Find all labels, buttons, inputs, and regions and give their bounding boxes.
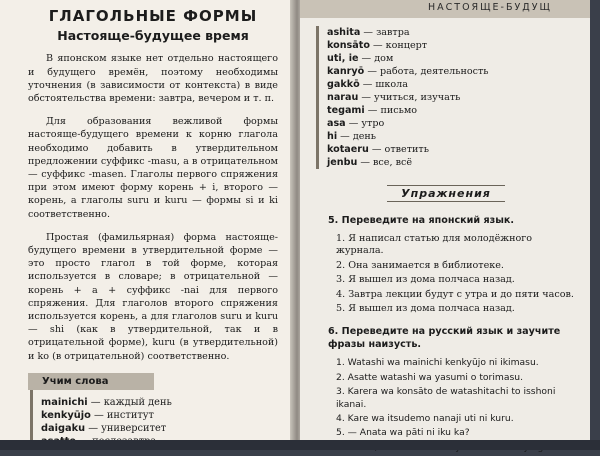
word-item: mainichi — каждый день (41, 396, 172, 408)
task-6-sentence: 2. Asatte watashi wa yasumi o torimasu. (336, 371, 523, 383)
word-jp: kenkyūjo (41, 409, 91, 421)
task-6-sentence: 3. Karera wa konsāto de watashitachi to isshoni ikanai. (336, 386, 556, 410)
word-item: daigaku — университет (41, 422, 167, 434)
task-5-sentence: 4. Завтра лекции будут с утра и до пяти часов. (336, 288, 574, 300)
words-heading: Учим слова (28, 373, 154, 390)
task-5-sentence: 3. Я вышел из дома полчаса назад. (336, 274, 515, 286)
vocab-item: hi — день (327, 131, 377, 142)
vocab-item: uti, ie — дом (327, 53, 394, 64)
section-title: Настояще-будущее время (57, 28, 249, 44)
vocab-jp: gakkō (327, 79, 360, 90)
vocab-ru: все, всё (373, 157, 413, 168)
vocab-jp: uti, ie (327, 53, 359, 64)
word-ru: институт (106, 409, 154, 421)
vocab-jp: tegami (327, 105, 365, 116)
left-page (0, 0, 296, 440)
task-5-sentence: 5. Я вышел из дома полчаса назад. (336, 303, 515, 315)
word-ru: каждый день (103, 396, 172, 408)
vocab-item: konsāto — концерт (327, 40, 428, 51)
book-bottom-edge (0, 440, 600, 450)
vocab-jp: jenbu (327, 157, 358, 168)
vocab-list (316, 26, 576, 169)
vocab-item: ashita — завтра (327, 27, 410, 38)
task-6-title: 6. Переведите на русский язык и заучите фразы наизусть. (328, 326, 561, 351)
vocab-item: tegami — письмо (327, 105, 418, 116)
vocab-ru: учиться, изучать (374, 92, 461, 103)
word-item: kenkyūjo — институт (41, 409, 154, 421)
paragraph-2: Для образования вежливой формы настояще-будущего времени к корню глагола необходимо добавить в утвердительном предложении суффикс -masu, а в отрицательном — суффикс -masen. Глаголы первого спряжения при этом имеют форму корень + i, второго — корень, а глаголы suru и kuru — формы si и ki соответственно. (28, 116, 278, 220)
task-5-sentence: 1. Я написал статью для молодёжного журнала. (336, 233, 533, 257)
vocab-ru: утро (361, 118, 385, 129)
task-5-sentence: 2. Она занимается в библиотеке. (336, 259, 504, 271)
task-6-sentence: 4. Kare wa itsudemo nanaji uti ni kuru. (336, 413, 514, 425)
chapter-title: ГЛАГОЛЬНЫЕ ФОРМЫ (48, 7, 258, 25)
vocab-jp: kotaeru (327, 144, 369, 155)
vocab-ru: концерт (385, 40, 428, 51)
vocab-item: kanryō — работа, деятельность (327, 66, 489, 77)
word-jp: mainichi (41, 396, 88, 408)
word-ru: университет (101, 422, 167, 434)
exercises-heading: Упражнения (316, 185, 576, 202)
vocab-ru: письмо (380, 105, 418, 116)
vocab-jp: hi (327, 131, 338, 142)
vocab-ru: ответить (384, 144, 429, 155)
vocab-item: jenbu — все, всё (327, 157, 413, 168)
vocab-jp: kanryō (327, 66, 365, 77)
vocab-ru: школа (375, 79, 408, 90)
vocab-ru: завтра (376, 27, 410, 38)
vocab-item: narau — учиться, изучать (327, 92, 461, 103)
vocab-jp: konsāto (327, 40, 370, 51)
vocab-item: gakkō — школа (327, 79, 408, 90)
paragraph-3: Простая (фамильярная) форма настояще-будущего времени в утвердительной форме — это просто глагол в той форме, которая используется в словаре; в отрицательной — корень + a + суффикс -nai для первого спряжения. Для глаголов второго спряжения используется корень, а для глаголов suru и kuru — shi (как в утвердительной, так и в отрицательной форме), kuru (в утвердительной) и ko (в отрицательной) соответственно. (28, 231, 278, 362)
vocab-jp: narau (327, 92, 359, 103)
running-header-band (300, 0, 590, 18)
vocab-ru: работа, деятельность (379, 66, 489, 77)
running-header: НАСТОЯЩЕ-БУДУЩ (428, 2, 552, 13)
word-jp: daigaku (41, 422, 86, 434)
vocab-jp: ashita (327, 27, 361, 38)
vocab-jp: asa (327, 118, 346, 129)
vocab-item: kotaeru — ответить (327, 144, 429, 155)
right-page (300, 0, 590, 440)
task-6-sentence: 5. — Anata wa pāti ni iku ka? (336, 427, 470, 439)
task-6-sentence: 1. Watashi wa mainichi kenkyūjo ni ikimasu. (336, 357, 539, 369)
vocab-ru: день (352, 131, 377, 142)
vocab-ru: дом (374, 53, 394, 64)
paragraph-1: В японском языке нет отдельно настоящего и будущего времён, поэтому необходимы уточнения (в зависимости от контекста) в виде обстоятельства времени: завтра, вечером и т. п. (28, 53, 278, 105)
vocab-item: asa — утро (327, 118, 385, 129)
task-5-title: 5. Переведите на японский язык. (328, 215, 515, 226)
